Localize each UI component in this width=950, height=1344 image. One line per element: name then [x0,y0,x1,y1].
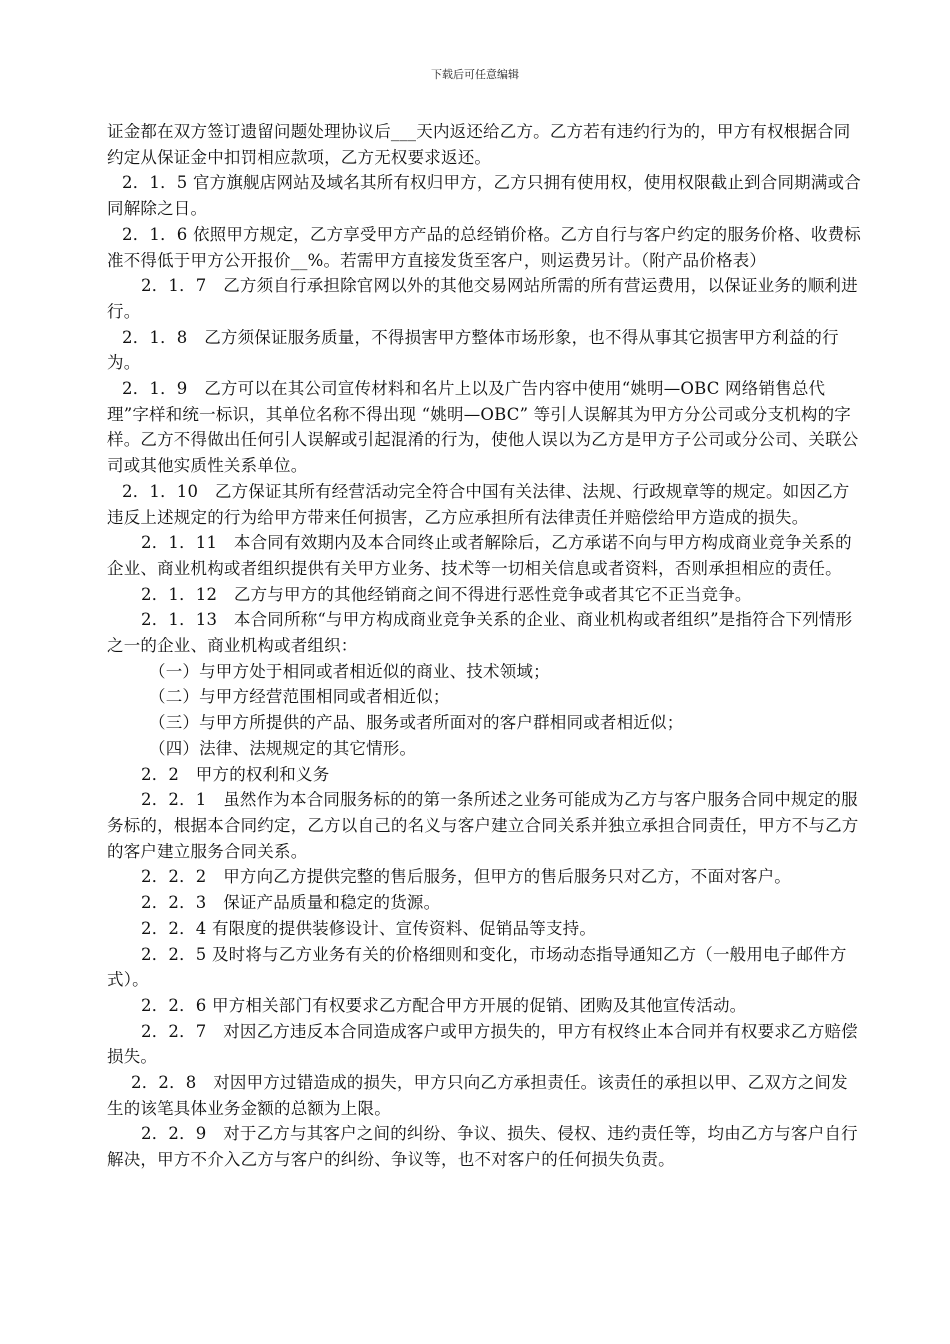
paragraph: 2．1．8 乙方须保证服务质量，不得损害甲方整体市场形象，也不得从事其它损害甲方利益的行为。 [107,327,839,373]
paragraph: 2．1．13 本合同所称“与甲方构成商业竞争关系的企业、商业机构或者组织”是指符合下列情形之一的企业、商业机构或者组织： [107,610,853,656]
paragraph: 2．2．4 有限度的提供装修设计、宣传资料、促销品等支持。 [141,918,597,938]
page-header: 下载后可任意编辑 [431,68,519,81]
paragraph: （二）与甲方经营范围相同或者相近似； [149,687,450,707]
paragraph: （四）法律、法规规定的其它情形。 [149,738,417,758]
paragraph: 2．2．6 甲方相关部门有权要求乙方配合甲方开展的促销、团购及其他宣传活动。 [141,995,747,1015]
paragraph: 2．1．7 乙方须自行承担除官网以外的其他交易网站所需的所有营运费用，以保证业务的顺利进行。 [107,276,858,321]
paragraph: 2．2．9 对于乙方与其客户之间的纠纷、争议、损失、侵权、违约责任等，均由乙方与客户自行解决，甲方不介入乙方与客户的纠纷、争议等，也不对客户的任何损失负责。 [107,1124,858,1170]
paragraph: 2．2．7 对因乙方违反本合同造成客户或甲方损失的，甲方有权终止本合同并有权要求乙方赔偿损失。 [107,1021,858,1067]
paragraph: 2．2．1 虽然作为本合同服务标的的第一条所述之业务可能成为乙方与客户服务合同中规定的服务标的，根据本合同约定，乙方以自己的名义与客户建立合同关系并独立承担合同责任，甲方不与乙方的客户建立服务合同关系。 [107,790,859,861]
paragraph: 证金都在双方签订遗留问题处理协议后___天内返还给乙方。乙方若有违约行为的，甲方有权根据合同约定从保证金中扣罚相应款项，乙方无权要求返还。 [107,122,851,167]
paragraph: （三）与甲方所提供的产品、服务或者所面对的客户群相同或者相近似； [149,713,684,733]
paragraph: 2．1．11 本合同有效期内及本合同终止或者解除后，乙方承诺不向与甲方构成商业竞争关系的企业、商业机构或者组织提供有关甲方业务、技术等一切相关信息或者资料，否则承担相应的责任。 [107,533,852,578]
paragraph: 2．1．5 官方旗舰店网站及域名其所有权归甲方，乙方只拥有使用权，使用权限截止到合同期满或合同解除之日。 [107,173,861,219]
paragraph: 2．2．8 对因甲方过错造成的损失，甲方只向乙方承担责任。该责任的承担以甲、乙双方之间发生的该笔具体业务金额的总额为上限。 [107,1073,848,1118]
paragraph: 2．2．3 保证产品质量和稳定的货源。 [141,893,441,913]
paragraph: 2．1．6 依照甲方规定，乙方享受甲方产品的总经销价格。乙方自行与客户约定的服务价格、收费标准不得低于甲方公开报价__%。若需甲方直接发货至客户，则运费另计。（附产品价格表） [107,224,861,270]
contract-body [107,119,863,1173]
paragraph: 2．1．10 乙方保证其所有经营活动完全符合中国有关法律、法规、行政规章等的规定。如因乙方违反上述规定的行为给甲方带来任何损害，乙方应承担所有法律责任并赔偿给甲方造成的损失。 [107,481,850,527]
paragraph: 2．2 甲方的权利和义务 [141,764,330,784]
paragraph: 2．1．12 乙方与甲方的其他经销商之间不得进行恶性竞争或者其它不正当竞争。 [141,584,752,604]
paragraph: 2．2．5 及时将与乙方业务有关的价格细则和变化，市场动态指导通知乙方（一般用电子邮件方式）。 [107,944,847,990]
paragraph: 2．2．2 甲方向乙方提供完整的售后服务，但甲方的售后服务只对乙方，不面对客户。 [141,867,791,887]
paragraph: （一）与甲方处于相同或者相近似的商业、技术领域； [149,661,550,681]
paragraph: 2．1．9 乙方可以在其公司宣传材料和名片上以及广告内容中使用“姚明—OBC 网络销售总代理”字样和统一标识，其单位名称不得出现 “姚明—OBC” 等引人误解其为甲方分公司或分支机构的字样。乙方不得做出任何引人误解或引起混淆的行为，使他人误以为乙方是甲方子公司或分公司、关联公司或其他实质性关系单位。 [107,379,859,476]
